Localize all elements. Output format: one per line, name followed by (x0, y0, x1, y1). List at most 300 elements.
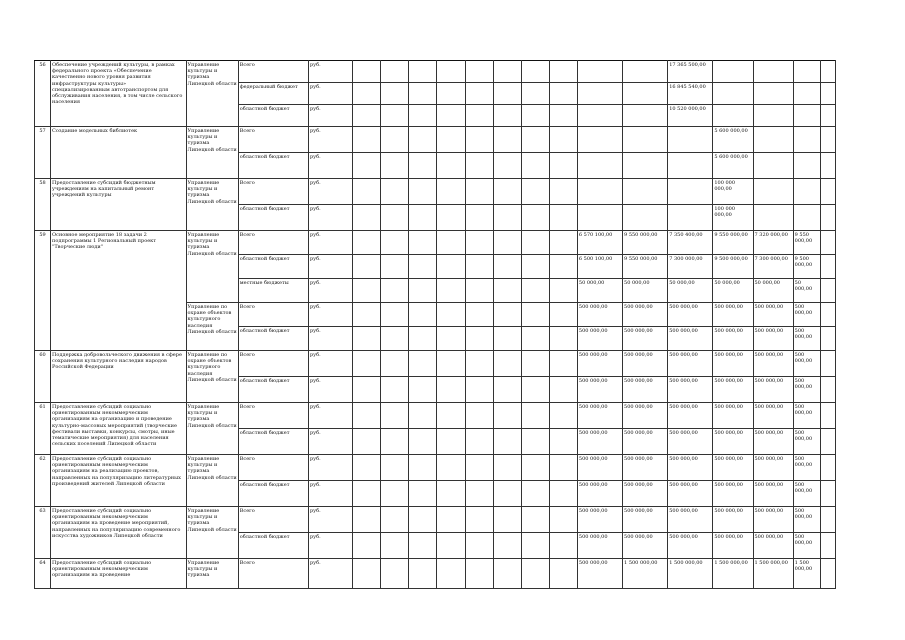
table-row (35, 507, 836, 533)
amount-cell: 9 500 000,00 (713, 255, 753, 279)
amount-cell (623, 83, 668, 105)
amount-cell (409, 455, 437, 481)
executor: Управление культуры и туризма Липецкой области (186, 455, 238, 507)
amount-cell (437, 279, 465, 303)
amount-cell (521, 481, 549, 507)
amount-cell: 500 000,00 (668, 507, 713, 533)
amount-cell (353, 127, 381, 153)
unit: руб. (308, 507, 352, 533)
amount-cell (409, 403, 437, 429)
amount-cell (820, 559, 835, 589)
amount-cell: 500 000,00 (668, 327, 713, 351)
amount-cell: 500 000,00 (668, 351, 713, 377)
row-number: 57 (35, 127, 51, 179)
amount-cell (465, 481, 493, 507)
executor: Управление культуры и туризма Липецкой области (186, 403, 238, 455)
amount-cell (577, 205, 622, 231)
funding-source: Всего (238, 403, 308, 429)
amount-cell (623, 179, 668, 205)
amount-cell (437, 179, 465, 205)
amount-cell (493, 83, 521, 105)
amount-cell: 500 000,00 (793, 533, 820, 559)
amount-cell (820, 403, 835, 429)
funding-source: Всего (238, 231, 308, 255)
activity-name: Предоставление субсидий социально ориентированным некоммерческим организациям на организацию и проведение культурно-массовых мероприятий (творческие фестивали выставки, конкурсы, смотры, иные тематические мероприятия) для населения сельских поселений Липецкой области (51, 403, 187, 455)
unit: руб. (308, 533, 352, 559)
amount-cell: 7 350 400,00 (668, 231, 713, 255)
amount-cell (521, 507, 549, 533)
amount-cell (465, 559, 493, 589)
amount-cell: 500 000,00 (713, 507, 753, 533)
amount-cell: 500 000,00 (668, 481, 713, 507)
amount-cell: 1 500 000,00 (623, 559, 668, 589)
amount-cell: 500 000,00 (753, 507, 793, 533)
unit: руб. (308, 231, 352, 255)
amount-cell (353, 533, 381, 559)
row-number: 64 (35, 559, 51, 589)
amount-cell (493, 377, 521, 403)
amount-cell (437, 533, 465, 559)
amount-cell (549, 507, 577, 533)
activity-name: Создание модельных библиотек (51, 127, 187, 179)
amount-cell (465, 455, 493, 481)
amount-cell: 500 000,00 (577, 377, 622, 403)
amount-cell (493, 481, 521, 507)
amount-cell (521, 377, 549, 403)
amount-cell (353, 205, 381, 231)
amount-cell (493, 455, 521, 481)
unit: руб. (308, 205, 352, 231)
amount-cell (577, 179, 622, 205)
amount-cell (409, 231, 437, 255)
funding-source: Всего (238, 559, 308, 589)
funding-source: Всего (238, 179, 308, 205)
amount-cell (493, 279, 521, 303)
amount-cell (668, 127, 713, 153)
funding-source: Всего (238, 127, 308, 153)
amount-cell: 500 000,00 (623, 429, 668, 455)
amount-cell (465, 205, 493, 231)
funding-source: федеральный бюджет (238, 83, 308, 105)
amount-cell (353, 179, 381, 205)
amount-cell (353, 455, 381, 481)
funding-source: областной бюджет (238, 255, 308, 279)
amount-cell (465, 255, 493, 279)
amount-cell (521, 153, 549, 179)
amount-cell (521, 559, 549, 589)
amount-cell: 10 520 000,00 (668, 105, 713, 127)
amount-cell (521, 327, 549, 351)
funding-source: Всего (238, 455, 308, 481)
amount-cell (465, 61, 493, 83)
amount-cell (465, 351, 493, 377)
row-number: 62 (35, 455, 51, 507)
amount-cell (437, 455, 465, 481)
amount-cell: 500 000,00 (793, 303, 820, 327)
amount-cell (353, 377, 381, 403)
amount-cell (820, 303, 835, 327)
amount-cell: 7 320 000,00 (753, 231, 793, 255)
amount-cell: 500 000,00 (668, 533, 713, 559)
amount-cell (493, 403, 521, 429)
activity-name: Предоставление субсидий социально ориентированным некоммерческим организациям на реализацию проектов, направленных на популяризацию литературных произведений жителей Липецкой области (51, 455, 187, 507)
unit: руб. (308, 153, 352, 179)
amount-cell (793, 153, 820, 179)
amount-cell: 9 550 000,00 (623, 255, 668, 279)
amount-cell (437, 559, 465, 589)
amount-cell (549, 481, 577, 507)
amount-cell: 500 000,00 (623, 327, 668, 351)
amount-cell (549, 279, 577, 303)
funding-source: областной бюджет (238, 533, 308, 559)
executor: Управление культуры и туризма Липецкой области (186, 507, 238, 559)
amount-cell (465, 127, 493, 153)
amount-cell: 500 000,00 (577, 327, 622, 351)
amount-cell: 6 500 100,00 (577, 255, 622, 279)
amount-cell (437, 327, 465, 351)
amount-cell (381, 303, 409, 327)
amount-cell (820, 481, 835, 507)
amount-cell (820, 351, 835, 377)
amount-cell (465, 279, 493, 303)
amount-cell (713, 83, 753, 105)
executor: Управление культуры и туризма (186, 559, 238, 589)
amount-cell: 50 000,00 (623, 279, 668, 303)
amount-cell (381, 559, 409, 589)
executor: Управление культуры и туризма Липецкой области (186, 127, 238, 179)
amount-cell: 500 000,00 (577, 351, 622, 377)
amount-cell (493, 327, 521, 351)
unit: руб. (308, 255, 352, 279)
activity-name: Предоставление субсидий социально ориентированным некоммерческим организациям на проведение (51, 559, 187, 589)
unit: руб. (308, 279, 352, 303)
amount-cell (437, 255, 465, 279)
amount-cell (465, 403, 493, 429)
amount-cell: 500 000,00 (623, 533, 668, 559)
amount-cell (465, 179, 493, 205)
amount-cell (409, 127, 437, 153)
amount-cell (381, 105, 409, 127)
amount-cell: 500 000,00 (753, 303, 793, 327)
amount-cell (820, 429, 835, 455)
amount-cell: 500 000,00 (713, 327, 753, 351)
funding-source: Всего (238, 507, 308, 533)
table-row (35, 61, 836, 83)
row-number: 59 (35, 231, 51, 351)
amount-cell (713, 61, 753, 83)
amount-cell (820, 533, 835, 559)
funding-source: областной бюджет (238, 327, 308, 351)
amount-cell (381, 327, 409, 351)
amount-cell (753, 61, 793, 83)
amount-cell: 500 000,00 (793, 327, 820, 351)
amount-cell: 50 000,00 (668, 279, 713, 303)
amount-cell (753, 205, 793, 231)
amount-cell (381, 351, 409, 377)
amount-cell: 500 000,00 (668, 303, 713, 327)
amount-cell: 500 000,00 (577, 403, 622, 429)
amount-cell: 1 500 000,00 (753, 559, 793, 589)
amount-cell: 9 550 000,00 (793, 231, 820, 255)
amount-cell: 5 600 000,00 (713, 127, 753, 153)
row-number: 58 (35, 179, 51, 231)
amount-cell (381, 429, 409, 455)
table-row (35, 127, 836, 153)
amount-cell (753, 83, 793, 105)
amount-cell: 500 000,00 (753, 351, 793, 377)
funding-source: местные бюджеты (238, 279, 308, 303)
amount-cell (793, 127, 820, 153)
amount-cell: 500 000,00 (793, 455, 820, 481)
amount-cell: 500 000,00 (713, 533, 753, 559)
row-number: 63 (35, 507, 51, 559)
amount-cell (623, 105, 668, 127)
amount-cell: 500 000,00 (577, 429, 622, 455)
amount-cell (353, 303, 381, 327)
amount-cell: 500 000,00 (753, 533, 793, 559)
funding-source: Всего (238, 351, 308, 377)
amount-cell: 9 500 000,00 (793, 255, 820, 279)
amount-cell (437, 61, 465, 83)
amount-cell (793, 179, 820, 205)
executor: Управление по охране объектов культурного наследия Липецкой области (186, 351, 238, 403)
amount-cell (623, 153, 668, 179)
executor: Управление культуры и туризма Липецкой области (186, 231, 238, 303)
amount-cell: 100 000 000,00 (713, 205, 753, 231)
amount-cell: 500 000,00 (793, 481, 820, 507)
amount-cell (793, 105, 820, 127)
amount-cell (353, 61, 381, 83)
amount-cell (753, 105, 793, 127)
activity-name: Предоставление субсидий социально ориентированным некоммерческим организациям на проведение мероприятий, направленных на популяризацию современного искусства художников Липецкой области (51, 507, 187, 559)
amount-cell: 500 000,00 (623, 481, 668, 507)
amount-cell: 500 000,00 (713, 377, 753, 403)
unit: руб. (308, 105, 352, 127)
amount-cell (549, 127, 577, 153)
amount-cell (465, 153, 493, 179)
amount-cell (381, 205, 409, 231)
amount-cell (381, 481, 409, 507)
amount-cell (437, 205, 465, 231)
amount-cell (353, 327, 381, 351)
amount-cell (381, 231, 409, 255)
amount-cell: 7 300 000,00 (668, 255, 713, 279)
amount-cell: 500 000,00 (577, 303, 622, 327)
table-row (35, 179, 836, 205)
amount-cell (668, 153, 713, 179)
amount-cell (437, 153, 465, 179)
amount-cell (465, 303, 493, 327)
amount-cell (493, 205, 521, 231)
amount-cell (437, 127, 465, 153)
amount-cell: 500 000,00 (753, 377, 793, 403)
amount-cell (549, 533, 577, 559)
amount-cell (437, 83, 465, 105)
amount-cell: 500 000,00 (713, 455, 753, 481)
amount-cell (465, 377, 493, 403)
amount-cell: 1 500 000,00 (793, 559, 820, 589)
amount-cell (753, 127, 793, 153)
amount-cell (549, 83, 577, 105)
amount-cell (493, 127, 521, 153)
unit: руб. (308, 351, 352, 377)
amount-cell (353, 351, 381, 377)
amount-cell (381, 83, 409, 105)
amount-cell: 16 845 540,00 (668, 83, 713, 105)
amount-cell (820, 105, 835, 127)
amount-cell (549, 455, 577, 481)
amount-cell (353, 507, 381, 533)
amount-cell (493, 351, 521, 377)
amount-cell (820, 279, 835, 303)
amount-cell (409, 481, 437, 507)
amount-cell (549, 403, 577, 429)
amount-cell (521, 279, 549, 303)
amount-cell (409, 255, 437, 279)
executor: Управление по охране объектов культурного наследия Липецкой области (186, 303, 238, 351)
amount-cell: 500 000,00 (713, 403, 753, 429)
amount-cell: 500 000,00 (713, 481, 753, 507)
amount-cell: 500 000,00 (713, 429, 753, 455)
amount-cell: 500 000,00 (668, 377, 713, 403)
amount-cell (465, 231, 493, 255)
amount-cell: 50 000,00 (713, 279, 753, 303)
amount-cell (409, 377, 437, 403)
unit: руб. (308, 377, 352, 403)
amount-cell (409, 205, 437, 231)
amount-cell (623, 205, 668, 231)
amount-cell (381, 127, 409, 153)
amount-cell (549, 153, 577, 179)
amount-cell: 500 000,00 (668, 455, 713, 481)
amount-cell (521, 105, 549, 127)
amount-cell (793, 205, 820, 231)
activity-name: Обеспечение учреждений культуры, в рамках федерального проекта «Обеспечение качественно нового уровня развития инфраструктуры культуры» специализированным автотранспортом для обслуживания населения, в том числе сельского населения (51, 61, 187, 127)
funding-source: Всего (238, 61, 308, 83)
amount-cell: 500 000,00 (623, 303, 668, 327)
amount-cell (409, 507, 437, 533)
amount-cell (493, 255, 521, 279)
amount-cell (521, 205, 549, 231)
amount-cell: 50 000,00 (577, 279, 622, 303)
row-number: 61 (35, 403, 51, 455)
amount-cell (713, 105, 753, 127)
amount-cell (409, 429, 437, 455)
amount-cell (493, 179, 521, 205)
amount-cell (549, 179, 577, 205)
amount-cell: 9 550 000,00 (713, 231, 753, 255)
amount-cell: 500 000,00 (668, 429, 713, 455)
amount-cell (409, 559, 437, 589)
amount-cell: 6 570 100,00 (577, 231, 622, 255)
amount-cell: 500 000,00 (577, 455, 622, 481)
amount-cell (437, 507, 465, 533)
amount-cell: 500 000,00 (753, 429, 793, 455)
amount-cell: 5 600 000,00 (713, 153, 753, 179)
amount-cell: 1 500 000,00 (713, 559, 753, 589)
amount-cell (820, 127, 835, 153)
amount-cell (437, 481, 465, 507)
amount-cell (521, 351, 549, 377)
amount-cell: 500 000,00 (623, 351, 668, 377)
amount-cell (549, 559, 577, 589)
funding-source: Всего (238, 303, 308, 327)
amount-cell: 500 000,00 (793, 429, 820, 455)
amount-cell: 500 000,00 (623, 507, 668, 533)
amount-cell (409, 153, 437, 179)
amount-cell (493, 231, 521, 255)
amount-cell (820, 255, 835, 279)
amount-cell (409, 61, 437, 83)
amount-cell (409, 303, 437, 327)
amount-cell (409, 533, 437, 559)
executor: Управление культуры и туризма Липецкой области (186, 61, 238, 127)
amount-cell (820, 205, 835, 231)
amount-cell (577, 127, 622, 153)
amount-cell (437, 377, 465, 403)
amount-cell: 500 000,00 (793, 507, 820, 533)
amount-cell (820, 231, 835, 255)
amount-cell (381, 153, 409, 179)
amount-cell (437, 303, 465, 327)
table-row (35, 455, 836, 481)
amount-cell (820, 153, 835, 179)
amount-cell (493, 303, 521, 327)
amount-cell: 7 300 000,00 (753, 255, 793, 279)
amount-cell: 500 000,00 (753, 481, 793, 507)
amount-cell (521, 533, 549, 559)
activity-name: Предоставление субсидий бюджетным учреждениям на капитальный ремонт учреждений культуры (51, 179, 187, 231)
amount-cell (465, 327, 493, 351)
amount-cell (820, 61, 835, 83)
amount-cell (820, 83, 835, 105)
unit: руб. (308, 429, 352, 455)
funding-source: областной бюджет (238, 105, 308, 127)
amount-cell (493, 153, 521, 179)
amount-cell (521, 127, 549, 153)
amount-cell: 500 000,00 (577, 559, 622, 589)
amount-cell (549, 303, 577, 327)
amount-cell (409, 105, 437, 127)
amount-cell (409, 179, 437, 205)
executor: Управление культуры и туризма Липецкой области (186, 179, 238, 231)
funding-source: областной бюджет (238, 481, 308, 507)
amount-cell: 50 000,00 (793, 279, 820, 303)
amount-cell (353, 429, 381, 455)
amount-cell (493, 559, 521, 589)
unit: руб. (308, 83, 352, 105)
table-row (35, 231, 836, 255)
amount-cell (493, 429, 521, 455)
amount-cell (493, 105, 521, 127)
amount-cell: 500 000,00 (793, 377, 820, 403)
amount-cell (409, 351, 437, 377)
amount-cell: 500 000,00 (753, 455, 793, 481)
amount-cell (793, 61, 820, 83)
amount-cell (353, 105, 381, 127)
amount-cell (623, 127, 668, 153)
amount-cell (549, 105, 577, 127)
amount-cell (549, 377, 577, 403)
amount-cell: 500 000,00 (793, 403, 820, 429)
amount-cell (409, 327, 437, 351)
amount-cell (521, 303, 549, 327)
amount-cell (437, 231, 465, 255)
amount-cell (381, 61, 409, 83)
funding-source: областной бюджет (238, 153, 308, 179)
amount-cell (437, 105, 465, 127)
amount-cell (521, 255, 549, 279)
